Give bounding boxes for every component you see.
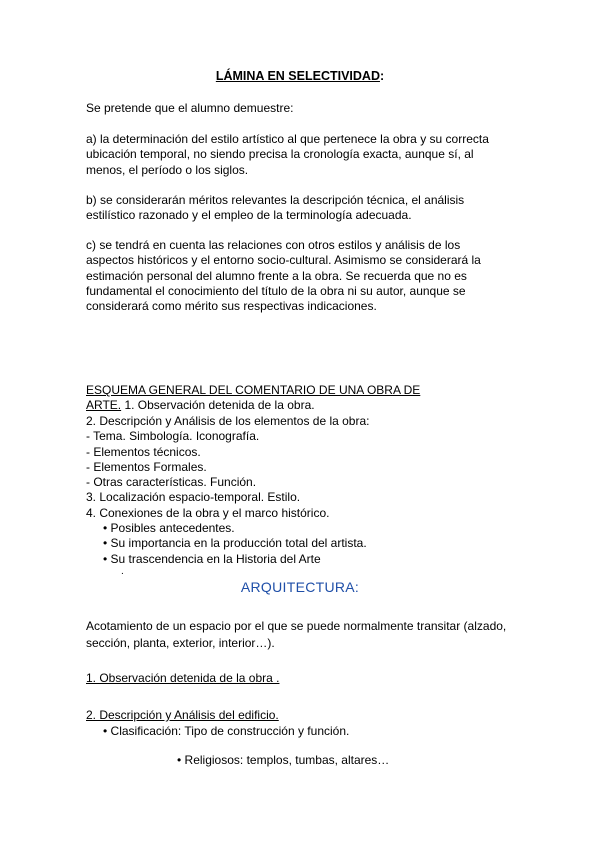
bullet-dot-icon: • [103,551,111,566]
stray-mark: . [121,566,124,577]
scheme-heading-line1: ESQUEMA GENERAL DEL COMENTARIO DE UNA OBRA DE [86,383,421,397]
criteria-c [86,238,481,314]
criteria-c-line: fundamental el conocimiento del título de la obra ni su autor, aunque se [86,283,466,298]
scheme-line: - Elementos Formales. [86,459,207,474]
definition-line: sección, planta, exterior, interior…). [86,635,275,650]
definition-line: Acotamiento de un espacio por el que se puede normalmente transitar (alzado, [86,619,507,633]
scheme-step1: 1. Observación detenida de la obra. [121,398,315,412]
bullet-dot-icon: • [103,536,111,551]
scheme-bullet-text: Su importancia en la producción total del artista. [110,536,367,551]
criteria-c-line: c) se tendrá en cuenta las relaciones con otros estilos y análisis de los [86,238,461,252]
criteria-a [86,132,489,178]
scheme-line: - Tema. Simbología. Iconografía. [86,429,260,444]
criteria-c-line: estimación personal del alumno frente a la obra. Se recuerda que no es [86,268,467,283]
classification-text: Clasificación: Tipo de construcción y función. [110,724,350,738]
intro-text: Se pretende que el alumno demuestre: [86,101,294,115]
scheme-bullet-item [103,536,367,551]
criteria-b-line: estilístico razonado y el empleo de la terminología adecuada. [86,208,412,223]
scheme-bullet-text: Su trascendencia en la Historia del Arte [110,551,321,566]
title-text: LÁMINA EN SELECTIVIDAD [215,69,380,83]
scheme-line: - Elementos técnicos. [86,444,201,459]
criteria-a-line: ubicación temporal, no siendo precisa la cronología exacta, aunque sí, al [86,147,474,162]
page-title [0,69,600,83]
arquitectura-definition [86,618,506,651]
scheme-list [86,414,369,521]
religious-text: Religiosos: templos, tumbas, altares… [184,753,390,767]
criteria-a-line: menos, el período o los siglos. [86,162,249,177]
bullet-dot-icon: • [177,753,185,767]
classification-item [103,724,349,738]
scheme-bullet-text: Posibles antecedentes. [110,521,235,535]
criteria-b-line: b) se considerarán méritos relevantes la descripción técnica, el análisis [86,193,465,207]
scheme-heading-line2: ARTE. [86,398,122,412]
scheme-bullets [103,521,367,567]
scheme-heading [86,383,420,398]
scheme-step1-line [86,398,315,413]
scheme-bullet-item [103,552,367,567]
scheme-bullet-item [103,521,367,536]
section-2-heading [86,708,279,723]
scheme-line: 4. Conexiones de la obra y el marco histórico. [86,505,330,520]
criteria-c-line: aspectos históricos y el entorno socio-cultural. Asimismo se considerará la [86,253,481,268]
criteria-b [86,193,464,224]
scheme-line: - Otras características. Función. [86,475,257,490]
title-colon: : [379,69,385,83]
section-1-heading [86,671,279,686]
section-2-text: 2. Descripción y Análisis del edificio. [86,708,279,722]
bullet-dot-icon: • [103,724,111,738]
criteria-c-line: considerará como mérito sus respectivas indicaciones. [86,299,377,314]
bullet-dot-icon: • [103,521,111,535]
criteria-a-line: a) la determinación del estilo artístico al que pertenece la obra y su correcta [86,132,489,146]
arquitectura-heading: ARQUITECTURA: [240,579,360,595]
section-1-text: 1. Observación detenida de la obra . [86,671,280,685]
religious-item [177,753,389,767]
scheme-line: 2. Descripción y Análisis de los elementos de la obra: [86,414,370,428]
scheme-line: 3. Localización espacio-temporal. Estilo. [86,490,301,505]
